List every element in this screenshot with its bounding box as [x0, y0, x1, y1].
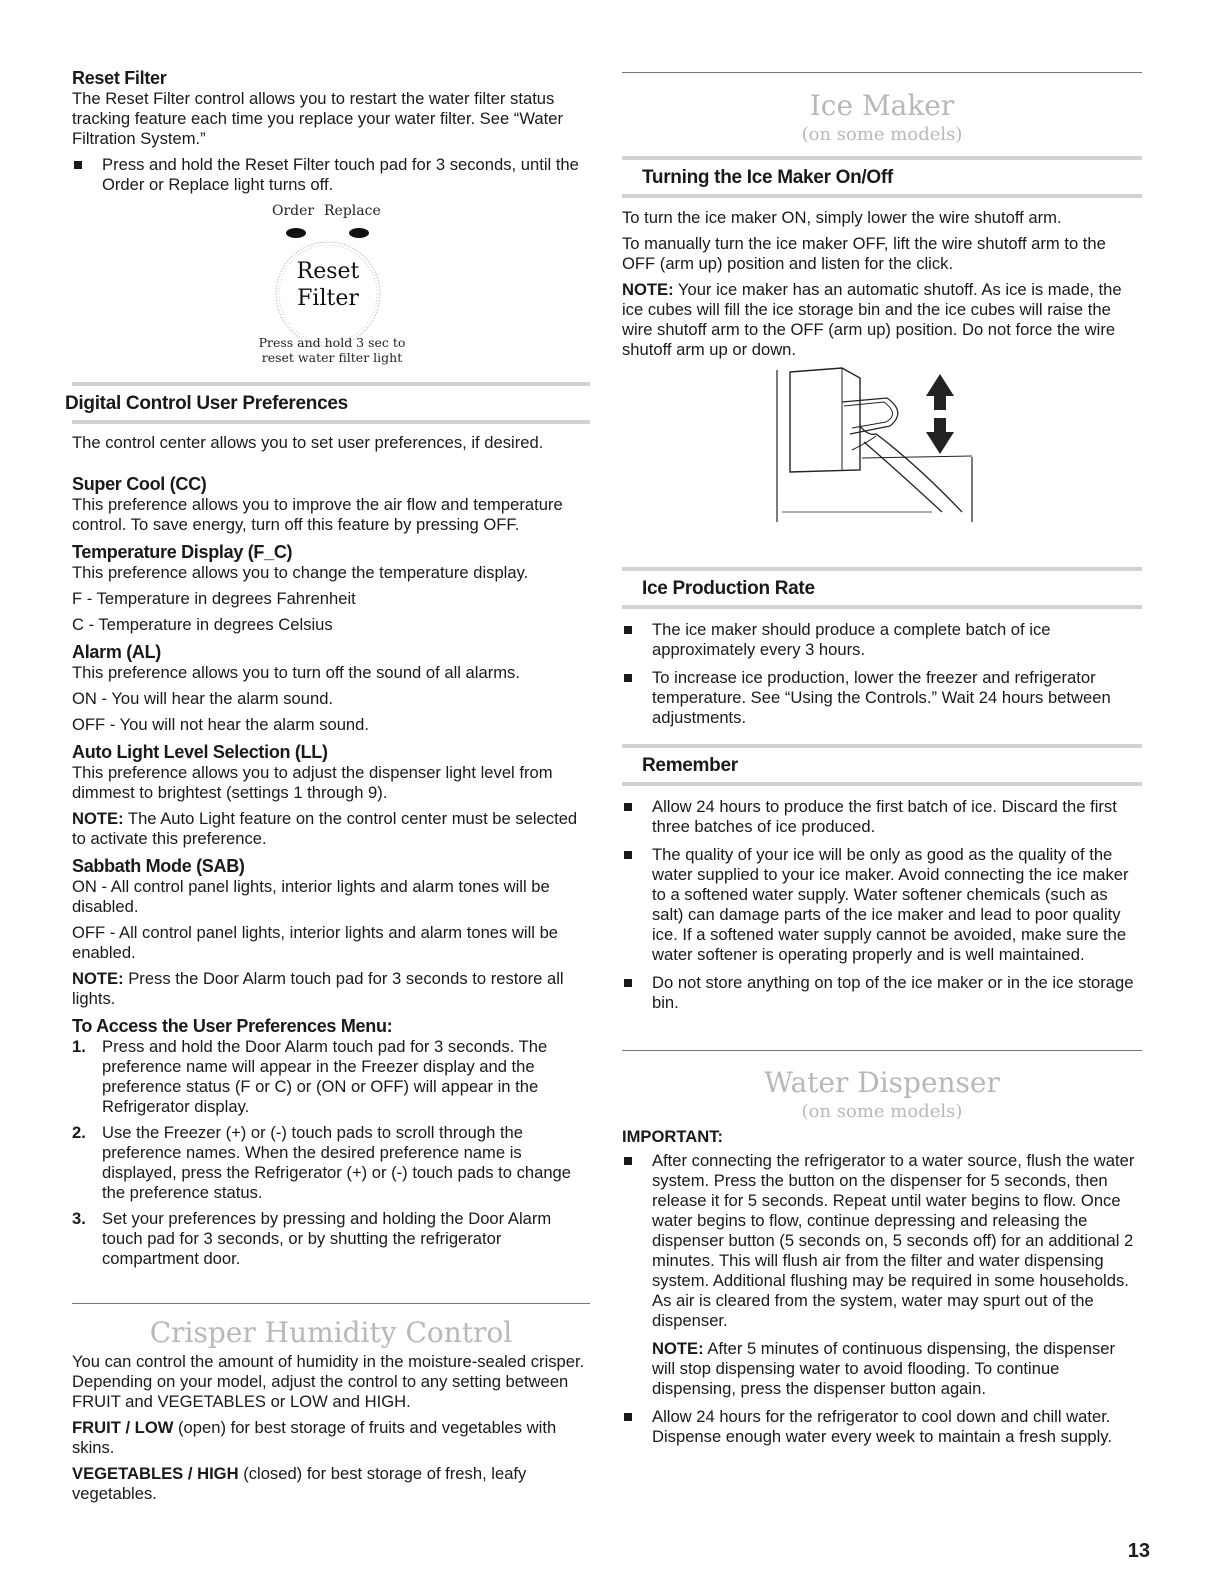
water-bullet-1: After connecting the refrigerator to a water source, flush the water system. Press the button on the dispenser for 5 seconds, then release it for 5 seconds. Repeat until water begins to flow. Once water begins to flow, continue depressing and releasing the dispenser button (5 seconds on, 5 seconds off) for an additional 2 minutes. This will flush air from the filter and water dispensing system. Additional flushing may be required in some households. As air is cleared from the system, water may spurt out of the dispenser. — [622, 1151, 1142, 1331]
ice-maker-bar — [622, 156, 1142, 198]
step-number: 3. — [72, 1209, 86, 1228]
ice-production-bar-title: Ice Production Rate — [642, 578, 815, 599]
temp-display-text: This preference allows you to change the temperature display. — [72, 563, 529, 582]
important-label: IMPORTANT: — [622, 1127, 724, 1146]
order-label: Order — [272, 203, 315, 219]
filter-word: Filter — [297, 286, 359, 311]
super-cool-text: This preference allows you to improve the air flow and temperature control. To save energy, turn off this feature by pressing OFF. — [72, 495, 563, 534]
temp-display-heading: Temperature Display (F_C) — [72, 542, 293, 562]
reset-filter-section — [72, 67, 590, 195]
step-text: Set your preferences by pressing and holding the Door Alarm touch pad for 3 seconds, or by shutting the refrigerator compartment door. — [102, 1209, 552, 1268]
ice-maker-subtitle: (on some models) — [801, 124, 963, 145]
step-2 — [72, 1123, 590, 1203]
ice-maker-title: Ice Maker — [809, 89, 955, 122]
note-label: NOTE: — [72, 809, 124, 828]
temp-c: C - Temperature in degrees Celsius — [72, 615, 333, 634]
step-1 — [72, 1037, 590, 1117]
auto-light-text: This preference allows you to adjust the dispenser light level from dimmest to brightest (settings 1 through 9). — [72, 763, 553, 802]
caption-line-1: Press and hold 3 sec to — [258, 335, 406, 350]
ice-maker-p1: To turn the ice maker ON, simply lower the wire shutoff arm. — [622, 208, 1062, 227]
alarm-off: OFF - You will not hear the alarm sound. — [72, 715, 369, 734]
step-3 — [72, 1209, 590, 1269]
super-cool-heading: Super Cool (CC) — [72, 474, 207, 494]
alarm-on: ON - You will hear the alarm sound. — [72, 689, 334, 708]
auto-light-heading: Auto Light Level Selection (LL) — [72, 742, 328, 762]
vegetables-high-text — [72, 1464, 590, 1504]
note-label: NOTE: — [652, 1339, 704, 1358]
vegetables-high-desc: (closed) for best storage of fresh, leafy vegetables. — [72, 1464, 527, 1503]
sabbath-on: ON - All control panel lights, interior lights and alarm tones will be disabled. — [72, 877, 550, 916]
remember-bar — [622, 744, 1142, 786]
note-text: Your ice maker has an automatic shutoff. As ice is made, the ice cubes will fill the ice storage bin and the ice cubes will raise the wire shutoff arm to the OFF (arm up) position. Do not force the wire shutoff arm up or down. — [622, 280, 1122, 359]
water-dispenser-subtitle: (on some models) — [801, 1101, 963, 1122]
sabbath-off: OFF - All control panel lights, interior lights and alarm tones will be enabled. — [72, 923, 559, 962]
production-bullet-1: The ice maker should produce a complete batch of ice approximately every 3 hours. — [622, 620, 1142, 660]
note-label: NOTE: — [622, 280, 674, 299]
remember-bullet-3: Do not store anything on top of the ice maker or in the ice storage bin. — [622, 973, 1142, 1013]
temp-f: F - Temperature in degrees Fahrenheit — [72, 589, 356, 608]
digital-control-title: Digital Control User Preferences — [65, 393, 348, 414]
ice-maker-bar-title: Turning the Ice Maker On/Off — [642, 167, 893, 188]
sabbath-heading: Sabbath Mode (SAB) — [72, 856, 245, 876]
reset-filter-intro: The Reset Filter control allows you to restart the water filter status tracking feature each time you replace your water filter. See “Water Filtration System.” — [72, 89, 563, 148]
step-number: 1. — [72, 1037, 86, 1056]
crisper-section — [72, 1352, 590, 1504]
production-bullet-2: To increase ice production, lower the freezer and refrigerator temperature. See “Using the Controls.” Wait 24 hours between adjustments. — [622, 668, 1142, 728]
replace-label: Replace — [324, 203, 381, 219]
note-label: NOTE: — [72, 969, 124, 988]
reset-filter-heading: Reset Filter — [72, 68, 167, 88]
remember-bar-title: Remember — [642, 755, 738, 776]
ice-maker-note — [622, 280, 1142, 360]
water-dispenser-rule — [622, 1050, 1142, 1051]
crisper-text: You can control the amount of humidity in the moisture-sealed crisper. Depending on your model, adjust the control to any setting between FRUIT and VEGETABLES or LOW and HIGH. — [72, 1352, 585, 1411]
fruit-low-desc: (open) for best storage of fruits and vegetables with skins. — [72, 1418, 557, 1457]
water-dispenser-title: Water Dispenser — [764, 1066, 1000, 1099]
step-text: Use the Freezer (+) or (-) touch pads to scroll through the preference names. When the desired preference name is displayed, press the Refrigerator (+) or (-) touch pads to change the preference status. — [102, 1123, 572, 1202]
remember-bullet-1: Allow 24 hours to produce the first batch of ice. Discard the first three batches of ice produced. — [622, 797, 1142, 837]
alarm-heading: Alarm (AL) — [72, 642, 162, 662]
reset-word: Reset — [296, 259, 360, 284]
ice-maker-rule — [622, 72, 1142, 73]
vegetables-high-label: VEGETABLES / HIGH — [72, 1464, 239, 1483]
crisper-title: Crisper Humidity Control — [149, 1316, 513, 1349]
auto-light-note — [72, 809, 590, 849]
reset-filter-bullet: Press and hold the Reset Filter touch pad for 3 seconds, until the Order or Replace light turns off. — [72, 155, 590, 195]
water-dispenser-section — [622, 1127, 1142, 1447]
water-bullet-2: Allow 24 hours for the refrigerator to cool down and chill water. Dispense enough water every week to maintain a fresh supply. — [622, 1407, 1142, 1447]
digital-intro: The control center allows you to set user preferences, if desired. — [72, 433, 544, 452]
ice-maker-p2: To manually turn the ice maker OFF, lift the wire shutoff arm to the OFF (arm up) position and listen for the click. — [622, 234, 1106, 273]
note-text: The Auto Light feature on the control center must be selected to activate this preference. — [72, 809, 578, 848]
sabbath-note — [72, 969, 590, 1009]
note-text: Press the Door Alarm touch pad for 3 seconds to restore all lights. — [72, 969, 564, 1008]
step-number: 2. — [72, 1123, 86, 1142]
reset-filter-caption — [232, 335, 432, 365]
digital-control-bar — [65, 382, 590, 424]
ice-maker-illustration — [772, 362, 982, 562]
preferences-section — [72, 473, 590, 1269]
step-text: Press and hold the Door Alarm touch pad for 3 seconds. The preference name will appear in the Freezer display and the preference status (F or C) or (ON or OFF) will appear in the Refrigerator display. — [102, 1037, 548, 1116]
crisper-rule — [72, 1303, 590, 1304]
alarm-text: This preference allows you to turn off the sound of all alarms. — [72, 663, 520, 682]
fruit-low-text — [72, 1418, 590, 1458]
ice-production-bar — [622, 567, 1142, 609]
ice-maker-section — [622, 208, 1142, 360]
reset-filter-button — [262, 258, 394, 312]
water-note — [622, 1339, 1142, 1399]
remember-section — [622, 797, 1142, 1013]
access-menu-heading: To Access the User Preferences Menu: — [72, 1016, 393, 1036]
note-text: After 5 minutes of continuous dispensing, the dispenser will stop dispensing water to avoid flooding. To continue dispensing, press the dispenser button again. — [652, 1339, 1116, 1398]
ice-production-section — [622, 620, 1142, 728]
page-number: 13 — [1127, 1540, 1150, 1562]
remember-bullet-2: The quality of your ice will be only as good as the quality of the water supplied to your ice maker. Avoid connecting the ice maker to a softened water supply. Water softener chemicals (such as salt) can damage parts of the ice maker and lead to poor quality ice. If a softened water supply cannot be avoided, make sure the water softener is operating properly and is well maintained. — [622, 845, 1142, 965]
caption-line-2: reset water filter light — [261, 350, 403, 365]
fruit-low-label: FRUIT / LOW — [72, 1418, 174, 1437]
